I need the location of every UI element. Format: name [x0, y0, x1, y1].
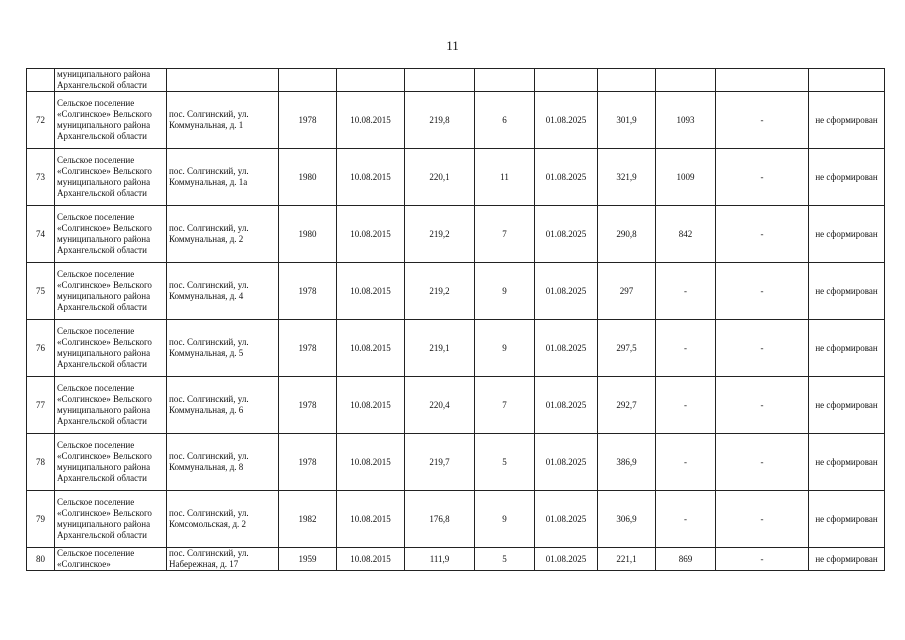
cell-settlement: Сельское поселение «Солгинское» Вельского муниципального района Архангельской области [55, 320, 167, 377]
cell-settlement: Сельское поселение «Солгинское» Вельского муниципального района Архангельской области [55, 206, 167, 263]
cell-status: не сформирован [809, 206, 885, 263]
cell-number: 75 [27, 263, 55, 320]
cell-address: пос. Солгинский, ул. Комсомольская, д. 2 [167, 491, 279, 548]
cell-value-3: - [716, 377, 809, 434]
cell-date-2: 01.08.2025 [535, 320, 598, 377]
cell-date-1: 10.08.2015 [337, 92, 405, 149]
buildings-table [26, 68, 885, 571]
cell-year: 1978 [279, 320, 337, 377]
cell-count: 11 [475, 149, 535, 206]
cell-date-2: 01.08.2025 [535, 548, 598, 571]
cell-area: 219,8 [405, 92, 475, 149]
cell-settlement: Сельское поселение «Солгинское» Вельского муниципального района Архангельской области [55, 377, 167, 434]
cell-settlement: Сельское поселение «Солгинское» Вельского муниципального района Архангельской области [55, 92, 167, 149]
cell-area: 176,8 [405, 491, 475, 548]
cell-number: 79 [27, 491, 55, 548]
table-row [27, 548, 885, 571]
cell-status: не сформирован [809, 263, 885, 320]
cell-date-1: 10.08.2015 [337, 149, 405, 206]
table-row [27, 377, 885, 434]
cell-address: пос. Солгинский, ул. Коммунальная, д. 8 [167, 434, 279, 491]
cell-area: 219,2 [405, 263, 475, 320]
cell-value-2: 1009 [656, 149, 716, 206]
cell-number: 77 [27, 377, 55, 434]
cell-area: 111,9 [405, 548, 475, 571]
continuation-row [27, 69, 885, 92]
cell-date-2: 01.08.2025 [535, 491, 598, 548]
cell-year: 1980 [279, 206, 337, 263]
cell-status: не сформирован [809, 320, 885, 377]
cell-address: пос. Солгинский, ул. Набережная, д. 17 [167, 548, 279, 571]
cell-value-1: 221,1 [598, 548, 656, 571]
cell-date-2: 01.08.2025 [535, 377, 598, 434]
cell-value-3: - [716, 320, 809, 377]
cell-count: 7 [475, 377, 535, 434]
cell-year: 1980 [279, 149, 337, 206]
cell-date-2: 01.08.2025 [535, 149, 598, 206]
cell-address: пос. Солгинский, ул. Коммунальная, д. 4 [167, 263, 279, 320]
cell-value-3: - [716, 491, 809, 548]
cell-date-2: 01.08.2025 [535, 206, 598, 263]
cell-area: 220,4 [405, 377, 475, 434]
cell-value-1: 297 [598, 263, 656, 320]
cell-number: 73 [27, 149, 55, 206]
cell-value-1: 306,9 [598, 491, 656, 548]
cell-value-1: 297,5 [598, 320, 656, 377]
cell-value-3: - [716, 92, 809, 149]
cell-value-1: 292,7 [598, 377, 656, 434]
cell-value-2: - [656, 491, 716, 548]
cell-value-2: - [656, 377, 716, 434]
cell-number: 74 [27, 206, 55, 263]
cell-address: пос. Солгинский, ул. Коммунальная, д. 1 [167, 92, 279, 149]
cell-value-1: 321,9 [598, 149, 656, 206]
cell-year: 1978 [279, 263, 337, 320]
cell-count: 9 [475, 491, 535, 548]
cell-date-2: 01.08.2025 [535, 92, 598, 149]
cell-settlement: муниципального района Архангельской области [55, 69, 167, 92]
cell-value-1: 290,8 [598, 206, 656, 263]
cell-value-3: - [716, 263, 809, 320]
cell-status: не сформирован [809, 434, 885, 491]
table-row [27, 206, 885, 263]
cell-year: 1978 [279, 377, 337, 434]
cell-date-1: 10.08.2015 [337, 320, 405, 377]
cell-count: 5 [475, 434, 535, 491]
table-row [27, 263, 885, 320]
cell-area: 220,1 [405, 149, 475, 206]
page-number: 11 [446, 38, 459, 53]
table-row [27, 92, 885, 149]
cell-value-2: - [656, 263, 716, 320]
cell-value-1: 386,9 [598, 434, 656, 491]
cell-count: 9 [475, 320, 535, 377]
cell-address: пос. Солгинский, ул. Коммунальная, д. 1а [167, 149, 279, 206]
cell-count: 9 [475, 263, 535, 320]
cell-area: 219,7 [405, 434, 475, 491]
cell-date-2: 01.08.2025 [535, 263, 598, 320]
table-row [27, 320, 885, 377]
cell-settlement: Сельское поселение «Солгинское» Вельского муниципального района Архангельской области [55, 434, 167, 491]
cell-value-2: - [656, 434, 716, 491]
cell-value-3: - [716, 548, 809, 571]
cell-count: 7 [475, 206, 535, 263]
cell-year: 1978 [279, 92, 337, 149]
cell-date-1: 10.08.2015 [337, 377, 405, 434]
table-row [27, 491, 885, 548]
cell-settlement: Сельское поселение «Солгинское» Вельского муниципального района Архангельской области [55, 149, 167, 206]
cell-date-1: 10.08.2015 [337, 206, 405, 263]
cell-date-1: 10.08.2015 [337, 434, 405, 491]
cell-count: 6 [475, 92, 535, 149]
cell-settlement: Сельское поселение «Солгинское» [55, 548, 167, 571]
cell-number: 78 [27, 434, 55, 491]
cell-value-2: 842 [656, 206, 716, 263]
cell-year: 1978 [279, 434, 337, 491]
cell-date-1: 10.08.2015 [337, 491, 405, 548]
cell-number: 72 [27, 92, 55, 149]
cell-date-1: 10.08.2015 [337, 263, 405, 320]
cell-settlement: Сельское поселение «Солгинское» Вельского муниципального района Архангельской области [55, 263, 167, 320]
cell-area: 219,1 [405, 320, 475, 377]
cell-value-3: - [716, 149, 809, 206]
cell-date-2: 01.08.2025 [535, 434, 598, 491]
cell-number [27, 69, 55, 92]
table-row [27, 149, 885, 206]
cell-value-3: - [716, 434, 809, 491]
cell-address: пос. Солгинский, ул. Коммунальная, д. 5 [167, 320, 279, 377]
cell-status: не сформирован [809, 377, 885, 434]
cell-value-1: 301,9 [598, 92, 656, 149]
cell-status: не сформирован [809, 491, 885, 548]
cell-year: 1982 [279, 491, 337, 548]
cell-settlement: Сельское поселение «Солгинское» Вельского муниципального района Архангельской области [55, 491, 167, 548]
cell-number: 80 [27, 548, 55, 571]
cell-status: не сформирован [809, 548, 885, 571]
cell-area: 219,2 [405, 206, 475, 263]
cell-date-1: 10.08.2015 [337, 548, 405, 571]
cell-year: 1959 [279, 548, 337, 571]
cell-number: 76 [27, 320, 55, 377]
cell-count: 5 [475, 548, 535, 571]
cell-status: не сформирован [809, 92, 885, 149]
cell-value-3: - [716, 206, 809, 263]
cell-status: не сформирован [809, 149, 885, 206]
cell-value-2: 1093 [656, 92, 716, 149]
cell-address: пос. Солгинский, ул. Коммунальная, д. 2 [167, 206, 279, 263]
table-row [27, 434, 885, 491]
cell-address: пос. Солгинский, ул. Коммунальная, д. 6 [167, 377, 279, 434]
cell-value-2: 869 [656, 548, 716, 571]
cell-value-2: - [656, 320, 716, 377]
